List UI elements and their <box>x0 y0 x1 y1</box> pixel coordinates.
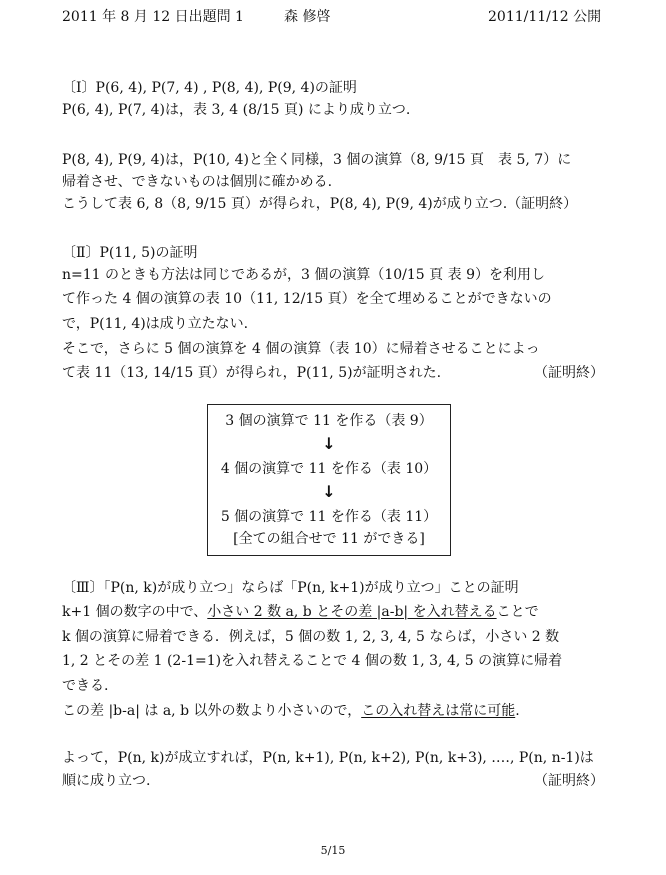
flow-step-2: 4 個の演算で 11 を作る（表 10） <box>220 461 438 477</box>
section3-title: 〔Ⅲ〕「P(n, k)が成り立つ」ならば「P(n, k+1)が成り立つ」ことの証明 <box>62 580 519 596</box>
section3-line1 <box>62 603 539 621</box>
flow-diagram-box <box>207 404 451 556</box>
conclusion-line2: 順に成り立つ. <box>62 773 151 789</box>
section2-line4: そこで，さらに 5 個の演算を 4 個の演算（表 10）に帰着させることによっ <box>62 341 540 357</box>
section1-para2-line3: こうして表 6, 8（8, 9/15 頁）が得られ，P(8, 4), P(9, 4)が成り立つ.（証明終） <box>62 196 578 212</box>
flow-step-3: 5 個の演算で 11 を作る（表 11） <box>220 509 438 525</box>
section2-line1: n=11 のときも方法は同じであるが，3 個の演算（10/15 頁 表 9）を利用し <box>62 267 545 283</box>
section1-para2-line1: P(8, 4), P(9, 4)は，P(10, 4)と全く同様，3 個の演算（8, 9/15 頁 表 5, 7）に <box>62 152 572 168</box>
section3-line5-pre: この差 |b-a| は a, b 以外の数より小さいので， <box>62 703 362 719</box>
section3-line5 <box>62 702 520 720</box>
section3-line5-underlined: この入れ替えは常に可能 <box>361 703 516 719</box>
flow-step-1: 3 個の演算で 11 を作る（表 9） <box>225 413 433 429</box>
section3-line1-underlined: 小さい 2 数 a, b とその差 |a-b| を入れ替える <box>207 604 497 620</box>
page-number: 5/15 <box>320 844 346 857</box>
section3-line3: 1, 2 とその差 1 (2-1=1)を入れ替えることで 4 個の数 1, 3, 4, 5 の演算に帰着 <box>62 653 563 669</box>
section3-line5-post: . <box>515 703 520 719</box>
section2-line5: て表 11（13, 14/15 頁）が得られ，P(11, 5)が証明された. <box>62 365 442 381</box>
section1-title: 〔Ⅰ〕P(6, 4), P(7, 4) , P(8, 4), P(9, 4)の証明 <box>62 80 357 96</box>
section1-para2-line2: 帰着させ、できないものは個別に確かめる. <box>62 174 333 190</box>
header-author: 森 修啓 <box>284 9 331 25</box>
section2-line3: で，P(11, 4)は成り立たない. <box>62 316 249 332</box>
section2-line2: て作った 4 個の演算の表 10（11, 12/15 頁）を全て埋めることができないの <box>62 291 552 307</box>
down-arrow-icon: ↓ <box>322 482 336 501</box>
section3-line1-post: ことで <box>496 604 539 620</box>
down-arrow-icon: ↓ <box>322 434 336 453</box>
conclusion-line1: よって，P(n, k)が成立すれば，P(n, k+1), P(n, k+2), P(n, k+3), ‥‥, P(n, n-1)は <box>62 750 594 766</box>
header-published: 2011/11/12 公開 <box>488 9 602 25</box>
section3-end-mark: （証明終） <box>534 773 604 789</box>
header-date-problem: 2011 年 8 月 12 日出題問 1 <box>62 9 244 25</box>
section1-para1: P(6, 4), P(7, 4)は，表 3, 4 (8/15 頁) により成り立つ. <box>62 102 411 118</box>
section3-line4: できる. <box>62 678 109 694</box>
section3-line2: k 個の演算に帰着できる．例えば，5 個の数 1, 2, 3, 4, 5 ならば，小さい 2 数 <box>62 629 560 645</box>
section2-title: 〔Ⅱ〕P(11, 5)の証明 <box>62 245 198 261</box>
section3-line1-pre: k+1 個の数字の中で、 <box>62 604 208 620</box>
section2-end-mark: （証明終） <box>534 365 604 381</box>
flow-step-4: [全ての組合せで 11 ができる] <box>233 531 425 547</box>
